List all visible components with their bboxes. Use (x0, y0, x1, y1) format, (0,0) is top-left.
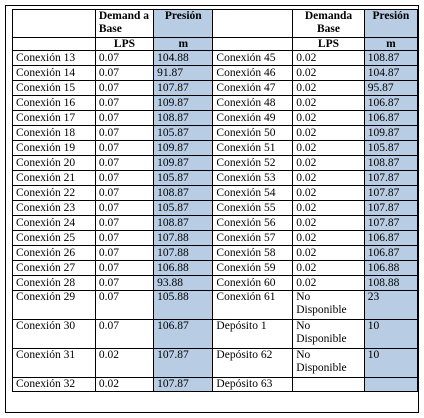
demand-cell: 0.07 (95, 81, 153, 96)
demand-cell: 0.07 (95, 320, 153, 349)
table-row (13, 171, 418, 186)
node-name-cell: Conexión 55 (213, 201, 293, 216)
pressure-cell: 93.88 (154, 276, 213, 291)
node-name-cell: Conexión 50 (213, 126, 293, 141)
demand-cell: 0.02 (293, 141, 365, 156)
node-name-cell: Conexión 58 (213, 246, 293, 261)
pressure-cell: 107.88 (154, 231, 213, 246)
node-name-cell: Conexión 14 (13, 66, 96, 81)
node-name-cell: Conexión 22 (13, 186, 96, 201)
table-row (13, 246, 418, 261)
node-name-cell: Conexión 32 (13, 378, 96, 392)
pressure-cell (364, 378, 417, 392)
demand-cell: 0.07 (95, 171, 153, 186)
pressure-cell: 107.87 (154, 378, 213, 392)
demand-cell: 0.07 (95, 111, 153, 126)
node-name-cell: Conexión 18 (13, 126, 96, 141)
demand-cell: No Disponible (293, 320, 365, 349)
header-row-2 (13, 38, 418, 51)
table-row (13, 291, 418, 320)
demand-cell: 0.02 (293, 51, 365, 66)
table-row (13, 231, 418, 246)
table-row (13, 81, 418, 96)
demand-cell: No Disponible (293, 349, 365, 378)
node-name-cell: Conexión 27 (13, 261, 96, 276)
demand-cell: 0.07 (95, 231, 153, 246)
demand-cell: 0.02 (293, 216, 365, 231)
node-name-cell: Conexión 26 (13, 246, 96, 261)
pressure-cell: 10 (364, 349, 417, 378)
demand-cell: 0.02 (293, 81, 365, 96)
unit-m-left: m (154, 38, 213, 51)
pressure-cell: 105.87 (154, 171, 213, 186)
unit-lps-left: LPS (95, 38, 153, 51)
demand-cell: 0.07 (95, 216, 153, 231)
demand-cell: 0.02 (293, 246, 365, 261)
pressure-cell: 106.87 (364, 231, 417, 246)
pressure-cell: 109.87 (154, 156, 213, 171)
node-name-cell: Conexión 54 (213, 186, 293, 201)
node-name-cell: Conexión 20 (13, 156, 96, 171)
demand-cell: 0.07 (95, 276, 153, 291)
demand-cell: 0.07 (95, 66, 153, 81)
node-name-cell: Conexión 25 (13, 231, 96, 246)
pressure-cell: 107.87 (364, 186, 417, 201)
table-row (13, 186, 418, 201)
pressure-cell: 108.87 (154, 111, 213, 126)
demand-cell: 0.02 (95, 349, 153, 378)
pressure-cell: 106.87 (364, 96, 417, 111)
node-name-cell: Conexión 16 (13, 96, 96, 111)
unit-lps-right: LPS (293, 38, 365, 51)
demand-cell: 0.02 (293, 276, 365, 291)
pressure-cell: 107.88 (154, 246, 213, 261)
demand-cell: 0.07 (95, 141, 153, 156)
header-demanda-base-left: Demand a Base (95, 10, 153, 38)
pressure-cell: 108.87 (154, 216, 213, 231)
pressure-cell: 107.87 (364, 171, 417, 186)
demand-cell: 0.02 (293, 66, 365, 81)
node-name-cell: Conexión 23 (13, 201, 96, 216)
header-presion-right: Presión (364, 10, 417, 38)
table-row (13, 126, 418, 141)
header-presion-left: Presión (154, 10, 213, 38)
node-name-cell: Conexión 51 (213, 141, 293, 156)
pressure-cell: 105.88 (154, 291, 213, 320)
table-row (13, 156, 418, 171)
pressure-cell: 106.88 (154, 261, 213, 276)
pressure-cell: 104.88 (154, 51, 213, 66)
node-name-cell: Conexión 13 (13, 51, 96, 66)
demand-cell (293, 378, 365, 392)
header-row-1 (13, 10, 418, 38)
demand-cell: 0.02 (293, 231, 365, 246)
node-name-cell: Conexión 47 (213, 81, 293, 96)
demand-cell: 0.07 (95, 126, 153, 141)
pressure-cell: 109.87 (364, 126, 417, 141)
demand-cell: 0.02 (293, 111, 365, 126)
demand-cell: 0.07 (95, 186, 153, 201)
header-demanda-base-right: Demanda Base (293, 10, 365, 38)
pressure-cell: 108.87 (364, 51, 417, 66)
demand-cell: 0.02 (293, 171, 365, 186)
demand-cell: 0.07 (95, 51, 153, 66)
node-name-cell: Conexión 24 (13, 216, 96, 231)
pressure-cell: 108.87 (154, 186, 213, 201)
demand-cell: 0.07 (95, 201, 153, 216)
demand-cell: 0.02 (293, 126, 365, 141)
table-row (13, 96, 418, 111)
header-cell (13, 10, 96, 38)
pressure-cell: 107.87 (364, 216, 417, 231)
unit-cell (213, 38, 293, 51)
node-name-cell: Conexión 49 (213, 111, 293, 126)
demand-cell: 0.07 (95, 96, 153, 111)
node-name-cell: Conexión 21 (13, 171, 96, 186)
table-row (13, 51, 418, 66)
pressure-cell: 107.87 (154, 349, 213, 378)
unit-m-right: m (364, 38, 417, 51)
node-name-cell: Conexión 19 (13, 141, 96, 156)
pressure-cell: 23 (364, 291, 417, 320)
demand-cell: 0.02 (293, 156, 365, 171)
pressure-cell: 108.87 (364, 156, 417, 171)
pressure-cell: 108.88 (364, 276, 417, 291)
pressure-cell: 95.87 (364, 81, 417, 96)
table-row (13, 378, 418, 392)
node-name-cell: Conexión 56 (213, 216, 293, 231)
node-name-cell: Conexión 48 (213, 96, 293, 111)
node-name-cell: Conexión 57 (213, 231, 293, 246)
node-name-cell: Conexión 46 (213, 66, 293, 81)
table-row (13, 66, 418, 81)
header-cell (213, 10, 293, 38)
pressure-cell: 107.87 (154, 81, 213, 96)
pressure-cell: 105.87 (364, 141, 417, 156)
demand-cell: 0.07 (95, 291, 153, 320)
pressure-cell: 105.87 (154, 126, 213, 141)
demand-cell: 0.02 (95, 378, 153, 392)
pressure-cell: 109.87 (154, 141, 213, 156)
node-name-cell: Conexión 45 (213, 51, 293, 66)
table-body (13, 51, 418, 392)
node-name-cell: Conexión 61 (213, 291, 293, 320)
node-name-cell: Conexión 31 (13, 349, 96, 378)
pressure-cell: 91.87 (154, 66, 213, 81)
node-name-cell: Depósito 62 (213, 349, 293, 378)
pressure-cell: 107.87 (364, 201, 417, 216)
table-row (13, 111, 418, 126)
table-row (13, 216, 418, 231)
pressure-cell: 106.87 (364, 246, 417, 261)
demand-cell: 0.07 (95, 261, 153, 276)
pressure-cell: 106.88 (364, 261, 417, 276)
pressure-cell: 109.87 (154, 96, 213, 111)
node-name-cell: Conexión 60 (213, 276, 293, 291)
pressure-cell: 10 (364, 320, 417, 349)
table-row (13, 141, 418, 156)
node-name-cell: Conexión 59 (213, 261, 293, 276)
table-row (13, 349, 418, 378)
table-row (13, 276, 418, 291)
demand-cell: 0.07 (95, 246, 153, 261)
pressure-table (12, 9, 418, 392)
demand-cell: No Disponible (293, 291, 365, 320)
node-name-cell: Conexión 28 (13, 276, 96, 291)
node-name-cell: Conexión 53 (213, 171, 293, 186)
demand-cell: 0.02 (293, 261, 365, 276)
node-name-cell: Conexión 30 (13, 320, 96, 349)
table-row (13, 320, 418, 349)
node-name-cell: Conexión 52 (213, 156, 293, 171)
pressure-cell: 104.87 (364, 66, 417, 81)
table-row (13, 261, 418, 276)
node-name-cell: Depósito 1 (213, 320, 293, 349)
table-row (13, 201, 418, 216)
pressure-cell: 105.87 (154, 201, 213, 216)
node-name-cell: Conexión 29 (13, 291, 96, 320)
demand-cell: 0.02 (293, 186, 365, 201)
demand-cell: 0.02 (293, 201, 365, 216)
pressure-cell: 106.87 (154, 320, 213, 349)
node-name-cell: Conexión 15 (13, 81, 96, 96)
unit-cell (13, 38, 96, 51)
demand-cell: 0.07 (95, 156, 153, 171)
document-frame (5, 5, 419, 413)
demand-cell: 0.02 (293, 96, 365, 111)
node-name-cell: Depósito 63 (213, 378, 293, 392)
pressure-cell: 106.87 (364, 111, 417, 126)
node-name-cell: Conexión 17 (13, 111, 96, 126)
